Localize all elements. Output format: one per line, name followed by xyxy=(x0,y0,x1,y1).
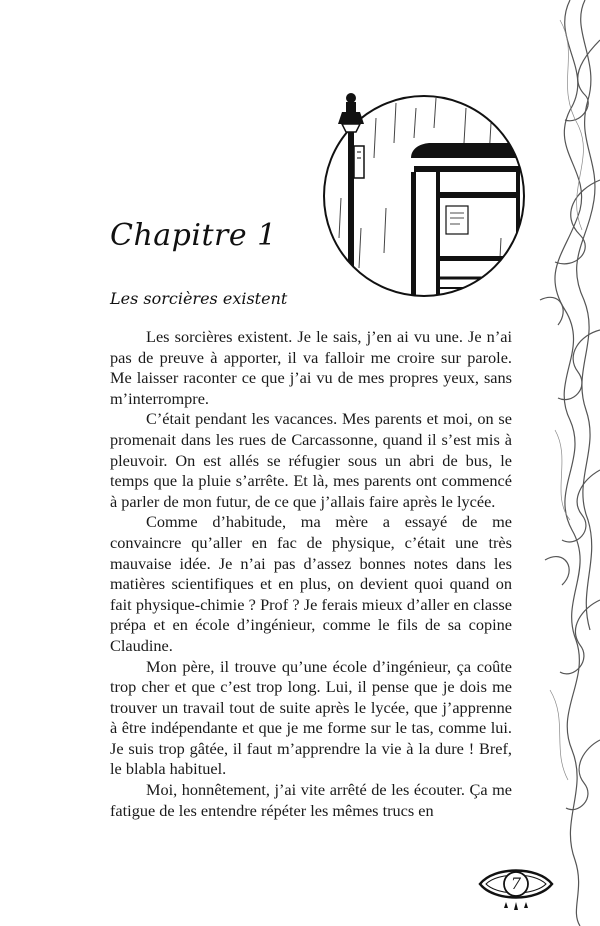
paragraph: C’était pendant les vacances. Mes parents et moi, on se promenait dans les rues de Carcassonne, quand il s’est mis à pleuvoir. On est allés se réfugier sous un abri de bus, le temps que la pluie s’arrête. Et là, mes parents ont commencé à parler de mon futur, de ce que j’allais faire après le lycée. xyxy=(110,409,512,511)
body-text xyxy=(110,327,512,821)
chapter-title: Chapitre 1 xyxy=(110,218,277,253)
bus-shelter-illustration xyxy=(316,88,526,298)
paragraph: Comme d’habitude, ma mère a essayé de me convaincre qu’aller en fac de physique, c’était une très mauvaise idée. Je n’ai pas d’assez bonnes notes dans les matières scientifiques et en plus, on devient quoi quand on fait physique-chimie ? Prof ? Je ferais mieux d’aller en classe prépa et en école d’ingénieur, comme le fils de sa copine Claudine. xyxy=(110,512,512,655)
page-number: 7 xyxy=(510,874,522,893)
paragraph: Mon père, il trouve qu’une école d’ingénieur, ça coûte trop cher et que c’est trop long. Lui, il pense que je dois me trouver un travail tout de suite après le lycée, que j’apprenne à être indépendante et que je me forme sur le tas, comme lui. Je suis trop gâtée, il faut m’apprendre la vie à la dure ! Bref, le blabla habituel. xyxy=(110,656,512,779)
paragraph: Moi, honnêtement, j’ai vite arrêté de les écouter. Ça me fatigue de les entendre répéter les mêmes trucs en xyxy=(110,780,512,820)
chapter-subtitle: Les sorcières existent xyxy=(110,289,288,308)
paragraph: Les sorcières existent. Je le sais, j’en ai vu une. Je n’ai pas de preuve à apporter, il va falloir me croire sur parole. Me laisser raconter ce que j’ai vu de mes propres yeux, sans m’interrompre. xyxy=(110,327,512,408)
